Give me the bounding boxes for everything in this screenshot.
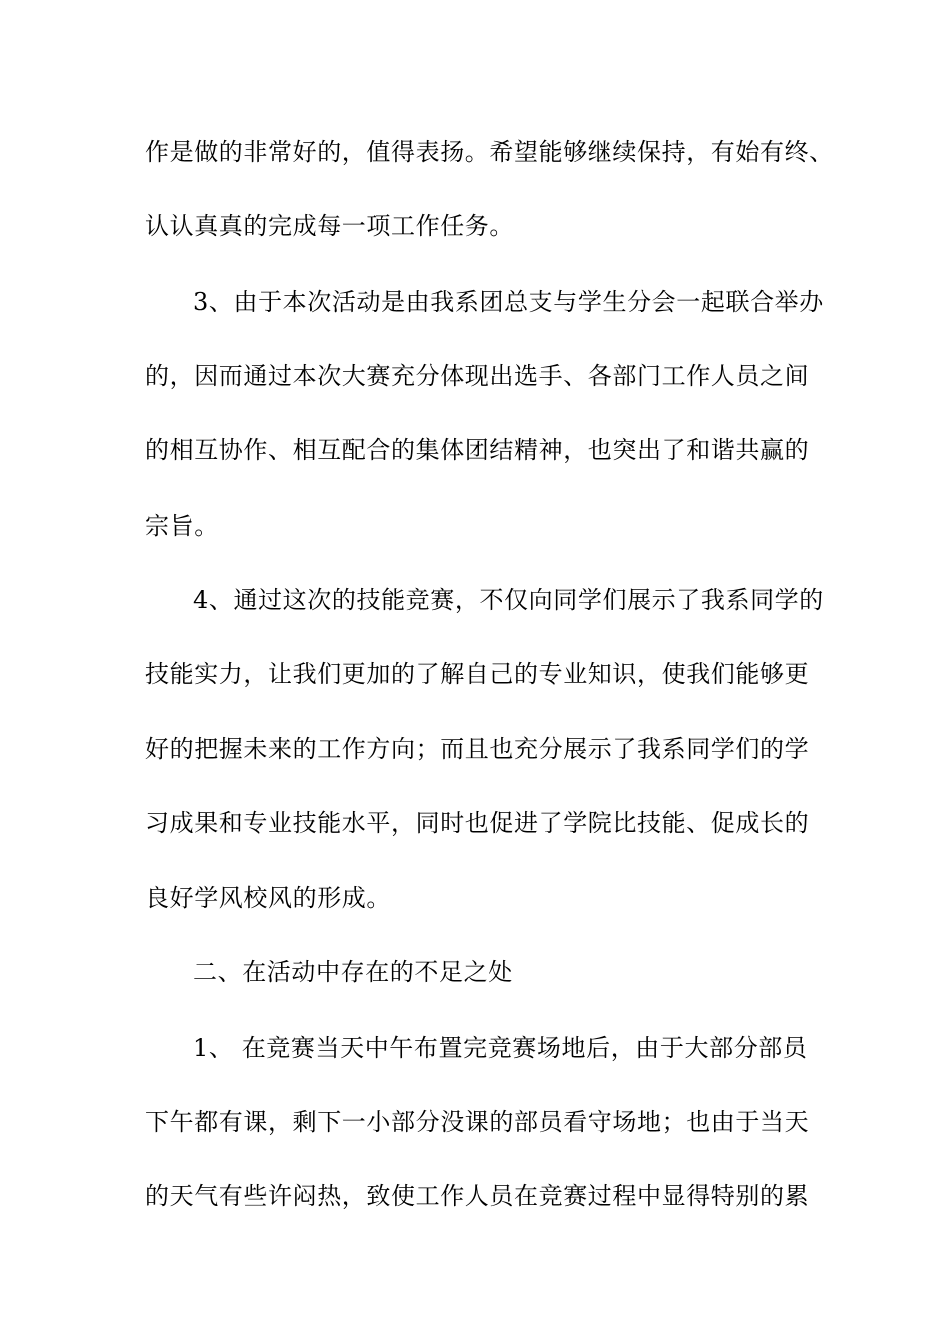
paragraph-3-start: 3、由于本次活动是由我系团总支与学生分会一起联合举办 (193, 288, 824, 316)
text-line: 良好学风校风的形成。 (145, 884, 391, 912)
text-line: 作是做的非常好的，值得表扬。希望能够继续保持，有始有终、 (145, 138, 834, 166)
section-heading: 二、在活动中存在的不足之处 (193, 958, 513, 986)
text-line: 技能实力，让我们更加的了解自己的专业知识，使我们能够更 (145, 660, 810, 688)
paragraph-4-start: 4、通过这次的技能竞赛，不仅向同学们展示了我系同学的 (193, 586, 824, 614)
text-line: 宗旨。 (145, 512, 219, 540)
text-line: 的，因而通过本次大赛充分体现出选手、各部门工作人员之间 (145, 362, 810, 390)
text-line: 习成果和专业技能水平，同时也促进了学院比技能、促成长的 (145, 809, 810, 837)
text-line: 的相互协作、相互配合的集体团结精神，也突出了和谐共赢的 (145, 436, 810, 464)
text-line: 好的把握未来的工作方向；而且也充分展示了我系同学们的学 (145, 735, 810, 763)
text-line: 下午都有课，剩下一小部分没课的部员看守场地；也由于当天 (145, 1108, 810, 1136)
text-line: 认认真真的完成每一项工作任务。 (145, 212, 514, 240)
text-line: 的天气有些许闷热，致使工作人员在竞赛过程中显得特别的累 (145, 1182, 810, 1210)
paragraph-1-start: 1、 在竞赛当天中午布置完竞赛场地后，由于大部分部员 (193, 1034, 808, 1062)
